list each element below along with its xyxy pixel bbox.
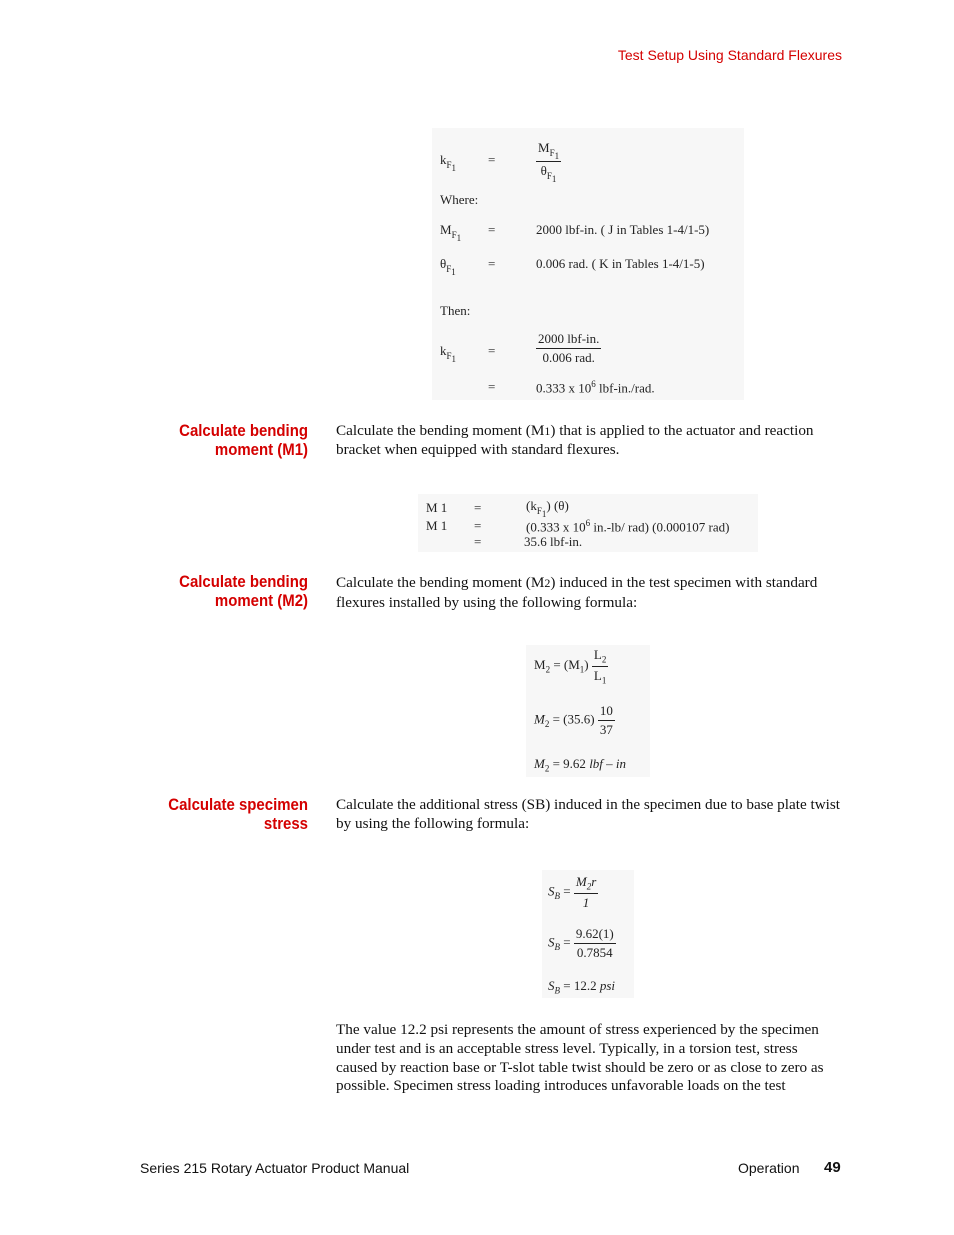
equals-sign: =	[474, 500, 482, 515]
m1-formula: $(k_{F_1})$ (θ)	[526, 498, 569, 519]
stiffness-fraction: $\frac{\text{2000 lbf-in.}}{\text{0.006 rad.}}$	[538, 331, 600, 365]
section-heading-m1: Calculate bending moment (M1)	[179, 421, 308, 459]
stress-substitution: $S_B$ = $\frac{9.62(1)}{0.7854}$	[548, 926, 614, 960]
m1-equation	[418, 494, 758, 552]
stiffness-result: 0.333 x $10^6$ lbf-in./rad.	[536, 379, 655, 396]
equals-sign: =	[488, 256, 496, 271]
m2-result: $M_2 = 9.62$ lbf – in	[534, 756, 627, 774]
equals-sign: =	[488, 152, 496, 167]
m1-result: 35.6 lbf-in.	[524, 534, 583, 549]
stress-equation	[542, 870, 634, 998]
stress-general-formula: $S_B$ = $\frac{M_2r}{1}$	[548, 874, 597, 910]
section-heading-m2: Calculate bending moment (M2)	[179, 572, 308, 610]
section-heading-stress: Calculate specimen stress	[168, 795, 308, 833]
kf-symbol: $k_{F_1}$	[440, 152, 457, 173]
equals-sign: =	[474, 534, 482, 549]
m1-symbol: M 1	[426, 518, 448, 533]
closing-paragraph: The value 12.2 psi represents the amount of stress experienced by the specimen under test and is an acceptable stress level. Typically, in a torsion test, stress caused by reaction base or T-slot table twist should be zero or as close to zero as possible. Specimen stress loading introduces unfavorable loads on the test	[336, 1021, 824, 1095]
m2-general-formula: $M_2 = (M_1)$ $\frac{L_2}{L_1}$	[534, 647, 607, 686]
equals-sign: =	[488, 379, 496, 394]
kf-fraction: $\frac{M_{F_1}}{\theta_{F_1}}$	[538, 140, 560, 184]
equals-sign: =	[474, 518, 482, 533]
section-text-stress: Calculate the additional stress (SB) induced in the specimen due to base plate twist by using the following formula:	[336, 796, 841, 832]
section-text-m2: Calculate the bending moment (M2) induced in the test specimen with standard flexures installed by using the following formula:	[336, 574, 818, 611]
running-header: Test Setup Using Standard Flexures	[617, 47, 842, 63]
then-label: Then:	[440, 303, 471, 318]
mf-symbol: $M_{F_1}$	[440, 222, 462, 243]
m1-substitution: (0.333 x $10^6$ in.-lb/ rad) (0.000107 rad)	[526, 518, 730, 535]
equals-sign: =	[488, 222, 496, 237]
mf-value: 2000 lbf-in. ( J in Tables 1-4/1-5)	[536, 222, 710, 237]
m1-symbol: M 1	[426, 500, 448, 515]
theta-symbol: $\theta_{F_1}$	[440, 256, 456, 277]
stress-result: $S_B = 12.2$ psi	[548, 978, 616, 996]
theta-value: 0.006 rad. ( K in Tables 1-4/1-5)	[536, 256, 705, 271]
kf-symbol: $k_{F_1}$	[440, 343, 457, 364]
m2-substitution: $M_2 = (35.6)$ $\frac{10}{37}$	[534, 703, 613, 737]
footer-manual-title: Series 215 Rotary Actuator Product Manual	[140, 1160, 410, 1176]
m2-equation	[526, 645, 650, 777]
where-label: Where:	[440, 192, 479, 207]
page-number: 49	[824, 1159, 841, 1176]
equals-sign: =	[488, 343, 496, 358]
section-text-m1: Calculate the bending moment (M1) that is applied to the actuator and reaction bracket when equipped with standard flexures.	[336, 422, 814, 458]
footer-section: Operation	[738, 1160, 800, 1176]
stiffness-equation	[432, 128, 744, 400]
